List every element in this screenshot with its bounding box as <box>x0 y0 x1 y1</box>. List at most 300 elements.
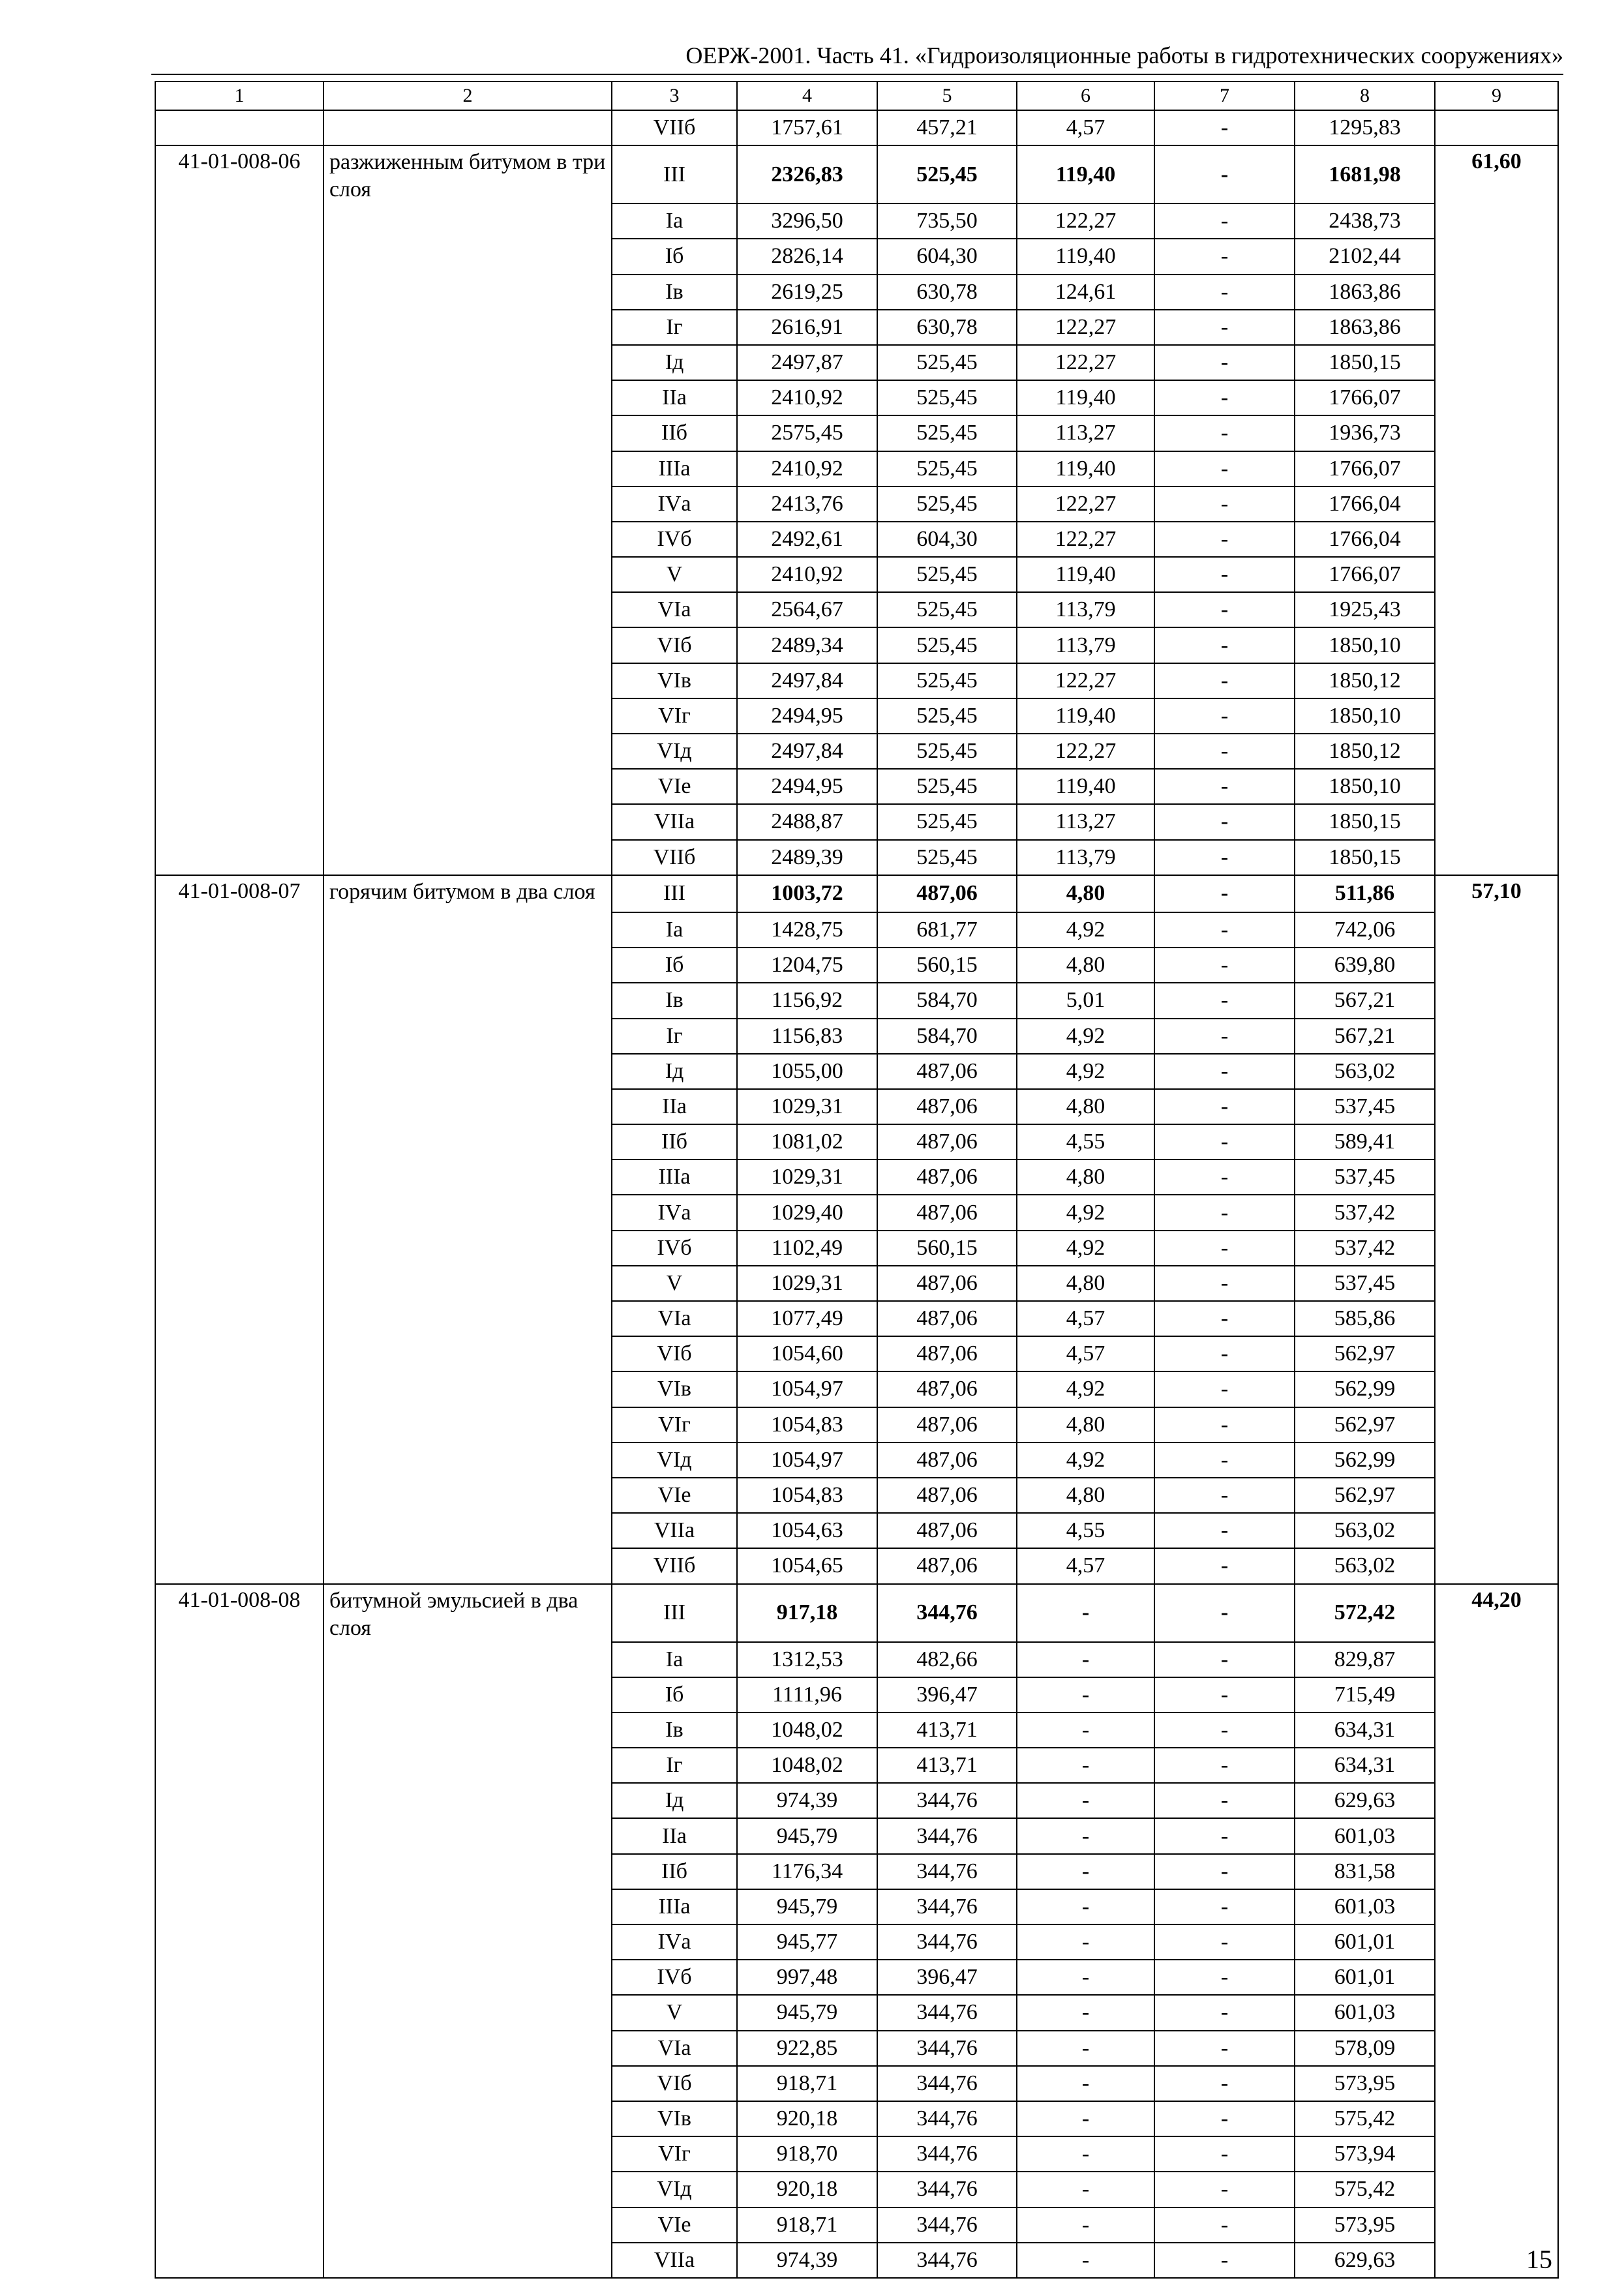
value-cell: 563,02 <box>1295 1054 1435 1089</box>
column-number: 7 <box>1154 82 1295 110</box>
value-cell: 920,18 <box>737 2101 877 2136</box>
zone-cell: VIг <box>612 2136 737 2172</box>
zone-cell: IIб <box>612 415 737 451</box>
table-row <box>155 1336 1558 1371</box>
value-cell: 525,45 <box>877 698 1017 734</box>
value-cell: - <box>1017 1889 1154 1924</box>
value-cell: 457,21 <box>877 110 1017 145</box>
table-row <box>155 557 1558 592</box>
code-cell <box>155 2031 323 2066</box>
labor-cell <box>1435 239 1558 274</box>
code-cell <box>155 557 323 592</box>
zone-cell: VIе <box>612 2207 737 2243</box>
zone-cell: VIб <box>612 2066 737 2101</box>
code-cell <box>155 734 323 769</box>
value-cell: 1054,63 <box>737 1513 877 1548</box>
value-cell: 344,76 <box>877 1783 1017 1818</box>
zone-cell: IIб <box>612 1854 737 1889</box>
labor-cell <box>1435 2136 1558 2172</box>
column-number: 8 <box>1295 82 1435 110</box>
description-cell <box>323 1266 612 1301</box>
value-cell: 1054,83 <box>737 1478 877 1513</box>
description-cell <box>323 1642 612 1677</box>
value-cell: - <box>1154 1019 1295 1054</box>
description-cell <box>323 1089 612 1124</box>
value-cell: 573,95 <box>1295 2207 1435 2243</box>
description-cell <box>323 1231 612 1266</box>
description-cell <box>323 1713 612 1748</box>
value-cell: 1111,96 <box>737 1677 877 1713</box>
value-cell: 2489,39 <box>737 840 877 875</box>
value-cell: 4,80 <box>1017 1159 1154 1195</box>
code-cell <box>155 1889 323 1924</box>
zone-cell: Iб <box>612 1677 737 1713</box>
code-cell <box>155 203 323 239</box>
value-cell: 525,45 <box>877 592 1017 627</box>
value-cell: 487,06 <box>877 1336 1017 1371</box>
zone-cell: VIв <box>612 1371 737 1407</box>
table-row <box>155 2136 1558 2172</box>
value-cell: 344,76 <box>877 2172 1017 2207</box>
code-cell <box>155 2066 323 2101</box>
labor-cell <box>1435 1924 1558 1960</box>
description-cell <box>323 1513 612 1548</box>
value-cell: 1850,15 <box>1295 840 1435 875</box>
value-cell: 482,66 <box>877 1642 1017 1677</box>
labor-cell <box>1435 627 1558 663</box>
zone-cell: Iд <box>612 1054 737 1089</box>
value-cell: 2102,44 <box>1295 239 1435 274</box>
value-cell: - <box>1154 1266 1295 1301</box>
value-cell: - <box>1154 663 1295 698</box>
code-cell <box>155 983 323 1018</box>
value-cell: 918,70 <box>737 2136 877 2172</box>
labor-cell <box>1435 804 1558 839</box>
zone-cell: VIв <box>612 663 737 698</box>
table-row <box>155 948 1558 983</box>
value-cell: 1029,31 <box>737 1159 877 1195</box>
value-cell: 1925,43 <box>1295 592 1435 627</box>
column-number: 1 <box>155 82 323 110</box>
value-cell: 122,27 <box>1017 486 1154 522</box>
description-cell <box>323 1548 612 1583</box>
table-row <box>155 1783 1558 1818</box>
value-cell: 487,06 <box>877 1089 1017 1124</box>
value-cell: 1850,10 <box>1295 627 1435 663</box>
norm-header-row <box>155 145 1558 203</box>
table-row <box>155 663 1558 698</box>
zone-cell: IVа <box>612 1924 737 1960</box>
labor-cell <box>1435 1889 1558 1924</box>
value-cell: 601,03 <box>1295 1995 1435 2030</box>
description-cell <box>323 2031 612 2066</box>
labor-cell <box>1435 983 1558 1018</box>
description-cell <box>323 1478 612 1513</box>
value-cell: 4,92 <box>1017 1371 1154 1407</box>
labor-cell <box>1435 110 1558 145</box>
value-cell: 525,45 <box>877 627 1017 663</box>
value-cell: 113,79 <box>1017 627 1154 663</box>
table-row <box>155 1195 1558 1230</box>
value-cell: 344,76 <box>877 2207 1017 2243</box>
code-cell <box>155 663 323 698</box>
zone-cell: VIIа <box>612 804 737 839</box>
value-cell: 487,06 <box>877 1195 1017 1230</box>
value-cell: 1766,04 <box>1295 522 1435 557</box>
value-cell: 119,40 <box>1017 380 1154 415</box>
value-cell: 715,49 <box>1295 1677 1435 1713</box>
value-cell: 4,57 <box>1017 110 1154 145</box>
table-row <box>155 2031 1558 2066</box>
value-cell: - <box>1154 451 1295 486</box>
value-cell: 1295,83 <box>1295 110 1435 145</box>
value-cell: - <box>1154 1443 1295 1478</box>
description-cell <box>323 345 612 380</box>
zone-cell: III <box>612 875 737 912</box>
value-cell: 1102,49 <box>737 1231 877 1266</box>
code-cell <box>155 2172 323 2207</box>
code-cell <box>155 912 323 948</box>
labor-cell <box>1435 2172 1558 2207</box>
value-cell: - <box>1154 804 1295 839</box>
description-cell <box>323 2207 612 2243</box>
value-cell: 4,55 <box>1017 1124 1154 1159</box>
value-cell: 525,45 <box>877 380 1017 415</box>
running-header: ОЕРЖ-2001. Часть 41. «Гидроизоляционные работы в гидротехнических сооружениях» <box>685 42 1563 68</box>
labor-cell <box>1435 769 1558 804</box>
value-cell: 344,76 <box>877 2243 1017 2278</box>
value-cell: - <box>1154 415 1295 451</box>
value-cell: - <box>1017 2136 1154 2172</box>
value-cell: 119,40 <box>1017 145 1154 203</box>
labor-cell <box>1435 912 1558 948</box>
column-number: 9 <box>1435 82 1558 110</box>
labor-cell <box>1435 1336 1558 1371</box>
value-cell: - <box>1154 1748 1295 1783</box>
value-cell: 4,92 <box>1017 1019 1154 1054</box>
description-cell <box>323 2136 612 2172</box>
table-row <box>155 1159 1558 1195</box>
value-cell: 578,09 <box>1295 2031 1435 2066</box>
value-cell: 575,42 <box>1295 2172 1435 2207</box>
labor-cell <box>1435 1019 1558 1054</box>
value-cell: 630,78 <box>877 275 1017 310</box>
zone-cell: VIд <box>612 734 737 769</box>
value-cell: 1766,04 <box>1295 486 1435 522</box>
labor-cell <box>1435 1748 1558 1783</box>
value-cell: 2489,34 <box>737 627 877 663</box>
labor-cell <box>1435 734 1558 769</box>
table-row <box>155 1713 1558 1748</box>
code-cell <box>155 1548 323 1583</box>
table-row <box>155 310 1558 345</box>
value-cell: 1054,60 <box>737 1336 877 1371</box>
column-number-row <box>155 82 1558 110</box>
code-cell <box>155 1231 323 1266</box>
value-cell: 344,76 <box>877 1584 1017 1642</box>
table-row <box>155 1748 1558 1783</box>
value-cell: 487,06 <box>877 1054 1017 1089</box>
value-cell: 2616,91 <box>737 310 877 345</box>
table-row <box>155 522 1558 557</box>
description-cell <box>323 1854 612 1889</box>
table-row <box>155 2172 1558 2207</box>
description-cell <box>323 1407 612 1443</box>
table-row <box>155 2207 1558 2243</box>
zone-cell: VIIа <box>612 1513 737 1548</box>
description-cell <box>323 769 612 804</box>
description-cell <box>323 1054 612 1089</box>
value-cell: - <box>1154 1854 1295 1889</box>
value-cell: 4,55 <box>1017 1513 1154 1548</box>
table-row <box>155 912 1558 948</box>
zone-cell: IVб <box>612 522 737 557</box>
value-cell: 4,57 <box>1017 1336 1154 1371</box>
value-cell: 525,45 <box>877 451 1017 486</box>
value-cell: 1029,31 <box>737 1089 877 1124</box>
description-cell <box>323 1995 612 2030</box>
code-cell <box>155 840 323 875</box>
zone-cell: IVб <box>612 1231 737 1266</box>
value-cell: 1156,83 <box>737 1019 877 1054</box>
value-cell: - <box>1017 2101 1154 2136</box>
value-cell: 525,45 <box>877 557 1017 592</box>
value-cell: - <box>1154 2172 1295 2207</box>
value-cell: 1428,75 <box>737 912 877 948</box>
zone-cell: Iд <box>612 345 737 380</box>
value-cell: 525,45 <box>877 345 1017 380</box>
table-row <box>155 1089 1558 1124</box>
value-cell: 634,31 <box>1295 1713 1435 1748</box>
value-cell: 629,63 <box>1295 1783 1435 1818</box>
table-row <box>155 1960 1558 1995</box>
labor-cell <box>1435 2207 1558 2243</box>
description-cell <box>323 948 612 983</box>
labor-cell <box>1435 1478 1558 1513</box>
value-cell: - <box>1154 1995 1295 2030</box>
zone-cell: VIIб <box>612 110 737 145</box>
table-row <box>155 1443 1558 1478</box>
zone-cell: VIб <box>612 1336 737 1371</box>
zone-cell: Iа <box>612 1642 737 1677</box>
value-cell: 344,76 <box>877 2136 1017 2172</box>
value-cell: 573,94 <box>1295 2136 1435 2172</box>
table-row <box>155 1231 1558 1266</box>
labor-cell <box>1435 345 1558 380</box>
zone-cell: III <box>612 1584 737 1642</box>
code-cell <box>155 415 323 451</box>
table-row <box>155 1371 1558 1407</box>
labor-cost: 61,60 <box>1435 145 1558 203</box>
value-cell: 601,01 <box>1295 1924 1435 1960</box>
value-cell: 563,02 <box>1295 1548 1435 1583</box>
value-cell: 537,42 <box>1295 1231 1435 1266</box>
value-cell: 997,48 <box>737 1960 877 1995</box>
value-cell: 2497,84 <box>737 734 877 769</box>
value-cell: 2410,92 <box>737 380 877 415</box>
zone-cell: VIIа <box>612 2243 737 2278</box>
value-cell: - <box>1154 275 1295 310</box>
zone-cell: VIв <box>612 2101 737 2136</box>
description-cell <box>323 1924 612 1960</box>
labor-cell <box>1435 1513 1558 1548</box>
value-cell: 113,27 <box>1017 804 1154 839</box>
table-row <box>155 1513 1558 1548</box>
value-cell: 2494,95 <box>737 769 877 804</box>
value-cell: 918,71 <box>737 2066 877 2101</box>
labor-cost: 44,20 <box>1435 1584 1558 1642</box>
zone-cell: IIб <box>612 1124 737 1159</box>
column-number: 4 <box>737 82 877 110</box>
zone-cell: VIг <box>612 1407 737 1443</box>
value-cell: 119,40 <box>1017 239 1154 274</box>
value-cell: 575,42 <box>1295 2101 1435 2136</box>
table-row <box>155 1019 1558 1054</box>
description-cell <box>323 1301 612 1336</box>
description-cell <box>323 275 612 310</box>
code-cell <box>155 275 323 310</box>
value-cell: 537,45 <box>1295 1159 1435 1195</box>
zone-cell: Iг <box>612 310 737 345</box>
code-cell <box>155 1054 323 1089</box>
value-cell: 487,06 <box>877 1478 1017 1513</box>
value-cell: - <box>1154 345 1295 380</box>
table-row <box>155 769 1558 804</box>
description-cell <box>323 451 612 486</box>
value-cell: 922,85 <box>737 2031 877 2066</box>
value-cell: - <box>1154 1336 1295 1371</box>
value-cell: - <box>1154 1889 1295 1924</box>
zone-cell: VIа <box>612 1301 737 1336</box>
value-cell: 735,50 <box>877 203 1017 239</box>
description-cell <box>323 2101 612 2136</box>
value-cell: 487,06 <box>877 1266 1017 1301</box>
value-cell: 113,27 <box>1017 415 1154 451</box>
value-cell: 1003,72 <box>737 875 877 912</box>
value-cell: 2326,83 <box>737 145 877 203</box>
norm-code: 41-01-008-07 <box>155 875 323 912</box>
description-cell <box>323 663 612 698</box>
table-row <box>155 1818 1558 1853</box>
norm-code: 41-01-008-08 <box>155 1584 323 1642</box>
value-cell: 1048,02 <box>737 1713 877 1748</box>
value-cell: 487,06 <box>877 1548 1017 1583</box>
description-cell <box>323 1336 612 1371</box>
description-cell <box>323 912 612 948</box>
code-cell <box>155 2136 323 2172</box>
labor-cell <box>1435 451 1558 486</box>
value-cell: 562,99 <box>1295 1371 1435 1407</box>
value-cell: 525,45 <box>877 734 1017 769</box>
code-cell <box>155 1159 323 1195</box>
value-cell: 1312,53 <box>737 1642 877 1677</box>
value-cell: 584,70 <box>877 983 1017 1018</box>
table-row <box>155 1124 1558 1159</box>
value-cell: 1850,12 <box>1295 734 1435 769</box>
labor-cell <box>1435 1371 1558 1407</box>
value-cell: - <box>1017 2243 1154 2278</box>
value-cell: 4,92 <box>1017 1054 1154 1089</box>
description-cell <box>323 2066 612 2101</box>
value-cell: 917,18 <box>737 1584 877 1642</box>
value-cell: - <box>1017 2066 1154 2101</box>
value-cell: 630,78 <box>877 310 1017 345</box>
value-cell: 1766,07 <box>1295 380 1435 415</box>
value-cell: 1757,61 <box>737 110 877 145</box>
value-cell: - <box>1154 380 1295 415</box>
table-row <box>155 734 1558 769</box>
value-cell: 2410,92 <box>737 451 877 486</box>
value-cell: - <box>1154 2243 1295 2278</box>
value-cell: 525,45 <box>877 769 1017 804</box>
value-cell: 487,06 <box>877 1371 1017 1407</box>
labor-cell <box>1435 1995 1558 2030</box>
description-cell <box>323 415 612 451</box>
value-cell: - <box>1154 948 1295 983</box>
code-cell <box>155 2243 323 2278</box>
description-cell <box>323 1748 612 1783</box>
value-cell: 525,45 <box>877 486 1017 522</box>
value-cell: 1850,12 <box>1295 663 1435 698</box>
norm-code: 41-01-008-06 <box>155 145 323 203</box>
zone-cell: Iв <box>612 983 737 1018</box>
code-cell <box>155 1195 323 1230</box>
value-cell: - <box>1154 2207 1295 2243</box>
description-cell <box>323 1443 612 1478</box>
value-cell: 1077,49 <box>737 1301 877 1336</box>
value-cell: - <box>1154 769 1295 804</box>
value-cell: 344,76 <box>877 2101 1017 2136</box>
value-cell: 122,27 <box>1017 345 1154 380</box>
value-cell: 525,45 <box>877 804 1017 839</box>
labor-cell <box>1435 557 1558 592</box>
norm-description: разжиженным битумом в три слоя <box>323 145 612 203</box>
code-cell <box>155 1336 323 1371</box>
value-cell: - <box>1017 1960 1154 1995</box>
value-cell: - <box>1154 486 1295 522</box>
value-cell: 122,27 <box>1017 663 1154 698</box>
value-cell: 945,79 <box>737 1889 877 1924</box>
value-cell: 1054,97 <box>737 1443 877 1478</box>
code-cell <box>155 1371 323 1407</box>
description-cell <box>323 310 612 345</box>
column-number: 3 <box>612 82 737 110</box>
table-row <box>155 1478 1558 1513</box>
zone-cell: III <box>612 145 737 203</box>
value-cell: 487,06 <box>877 1124 1017 1159</box>
labor-cell <box>1435 2031 1558 2066</box>
value-cell: 1054,65 <box>737 1548 877 1583</box>
table-row <box>155 1266 1558 1301</box>
code-cell <box>155 1019 323 1054</box>
description-cell <box>323 2172 612 2207</box>
value-cell: 2564,67 <box>737 592 877 627</box>
value-cell: - <box>1017 1677 1154 1713</box>
value-cell: 1081,02 <box>737 1124 877 1159</box>
code-cell <box>155 1301 323 1336</box>
labor-cell <box>1435 1231 1558 1266</box>
zone-cell: VIIб <box>612 1548 737 1583</box>
zone-cell: IVа <box>612 1195 737 1230</box>
code-cell <box>155 698 323 734</box>
code-cell <box>155 1854 323 1889</box>
value-cell: - <box>1017 2207 1154 2243</box>
value-cell: - <box>1154 1231 1295 1266</box>
value-cell: 413,71 <box>877 1713 1017 1748</box>
description-cell <box>323 1019 612 1054</box>
table-row <box>155 486 1558 522</box>
value-cell: 344,76 <box>877 2066 1017 2101</box>
